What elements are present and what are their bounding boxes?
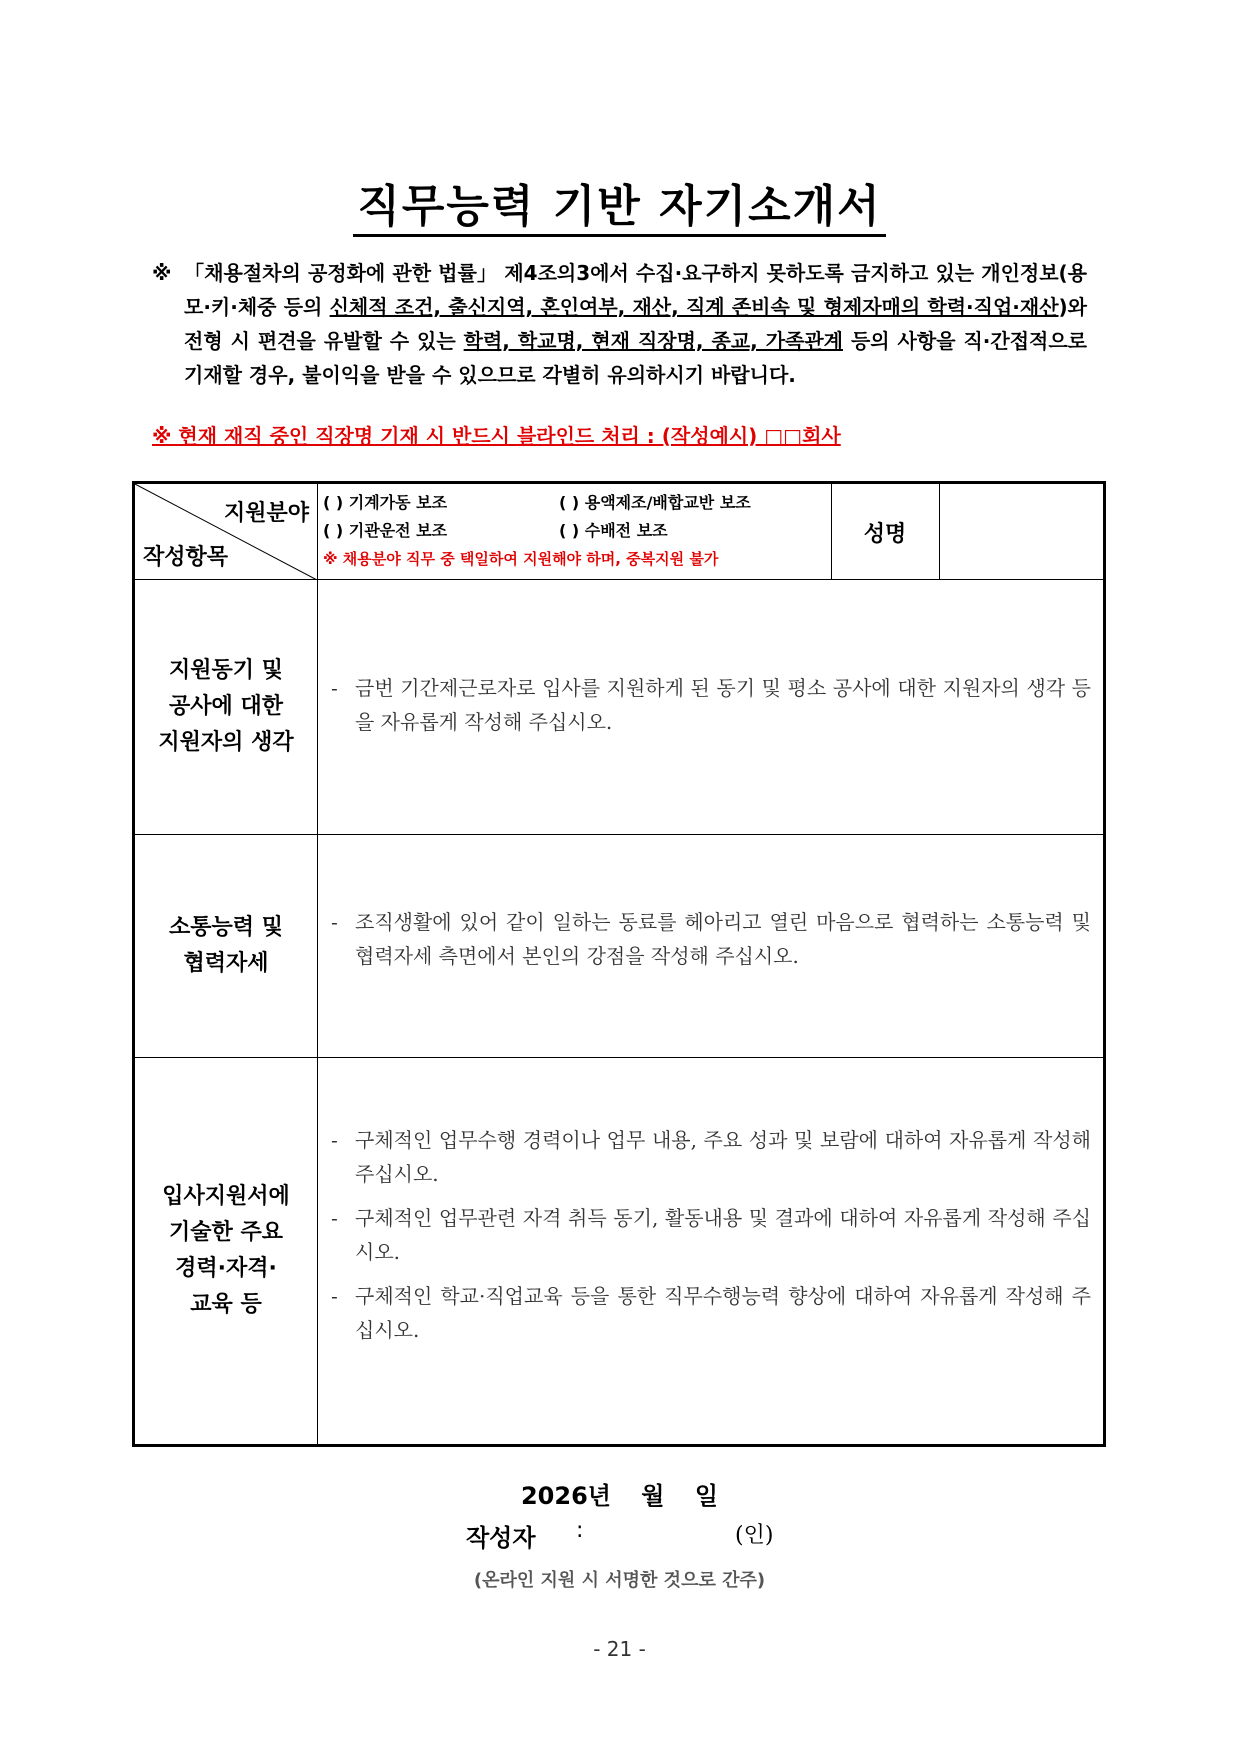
item-label: 작성항목 <box>143 545 229 570</box>
underlined-personal-info: 신체적 조건, 출신지역, 혼인여부, 재산, 직계 존비속 및 형제자매의 학력·직업·재산 <box>329 295 1059 319</box>
single-choice-note: ※ 채용분야 직무 중 택일하여 지원해야 하며, 중복지원 불가 <box>323 550 719 568</box>
guide-motivation[interactable] <box>331 671 1091 749</box>
guide-item: - 구체적인 업무관련 자격 취득 동기, 활동내용 및 결과에 대하여 자유롭게 작성해 주십시오. <box>331 1206 1091 1264</box>
privacy-notice <box>152 256 1087 392</box>
guide-career[interactable] <box>331 1123 1091 1357</box>
blind-processing-notice: ※ 현재 재직 중인 직장명 기재 시 반드시 블라인드 처리 : (작성예시) □□회사 <box>152 424 841 448</box>
page-title: 직무능력 기반 자기소개서 <box>0 170 1239 234</box>
row-label-career: 입사지원서에 기술한 주요 경력·자격· 교육 등 <box>162 1184 290 1317</box>
guide-item: - 조직생활에 있어 같이 일하는 동료를 헤아리고 열린 마음으로 협력하는 소통능력 및 협력자세 측면에서 본인의 강점을 작성해 주십시오. <box>331 910 1091 968</box>
online-signature-note: (온라인 지원 시 서명한 것으로 간주) <box>473 1570 766 1591</box>
row-label-motivation: 지원동기 및 공사에 대한 지원자의 생각 <box>158 658 294 755</box>
seal-mark: (인) <box>735 1523 774 1548</box>
option-machine-operation[interactable]: ( ) 기계가동 보조 <box>323 493 448 512</box>
guide-communication[interactable] <box>331 905 1091 983</box>
field-label: 지원분야 <box>223 501 309 526</box>
privacy-notice-text: 「채용절차의 공정화에 관한 법률」 제4조의3에서 수집·요구하지 못하도록 금지하고 있는 개인정보(용모·키·체중 등의 신체적 조건, 출신지역, 혼인여부, 재산, 직계 존비속 및 형제자매의 학력·직업·재산)와 전형 시 편견을 유발할 수 있는 학력, 학교명, 현재 직장명, 종교, 가족관계 등의 사항을 직·간접적으로 기재할 경우, 불이익을 받을 수 있으므로 각별히 유의하시기 바랍니다. <box>184 261 1087 387</box>
signer-colon: : <box>576 1518 584 1543</box>
underlined-bias-info: 학력, 학교명, 현재 직장명, 종교, 가족관계 <box>463 329 843 353</box>
guide-item: - 구체적인 학교·직업교육 등을 통한 직무수행능력 향상에 대하여 자유롭게 작성해 주십시오. <box>331 1284 1091 1342</box>
signer-label: 작성자 <box>466 1524 536 1552</box>
option-solution-mixing[interactable]: ( ) 용액제조/배합교반 보조 <box>559 493 751 512</box>
column-divider <box>317 484 318 1444</box>
name-field[interactable] <box>940 484 1103 579</box>
header-corner-cell <box>135 484 317 580</box>
row-label-communication: 소통능력 및 협력자세 <box>169 915 283 976</box>
name-label: 성명 <box>863 521 907 547</box>
reference-mark: ※ <box>152 261 172 285</box>
guide-item: - 금번 기간제근로자로 입사를 지원하게 된 동기 및 평소 공사에 대한 지원자의 생각 등을 자유롭게 작성해 주십시오. <box>331 676 1091 734</box>
page-number: - 21 - <box>593 1637 646 1661</box>
option-engine-operation[interactable]: ( ) 기관운전 보조 <box>323 521 448 540</box>
date-line: 2026년 월 일 <box>520 1482 719 1510</box>
option-power-distribution[interactable]: ( ) 수배전 보조 <box>559 521 668 540</box>
self-introduction-form <box>132 481 1106 1447</box>
guide-item: - 구체적인 업무수행 경력이나 업무 내용, 주요 성과 및 보람에 대하여 자유롭게 작성해 주십시오. <box>331 1128 1091 1186</box>
